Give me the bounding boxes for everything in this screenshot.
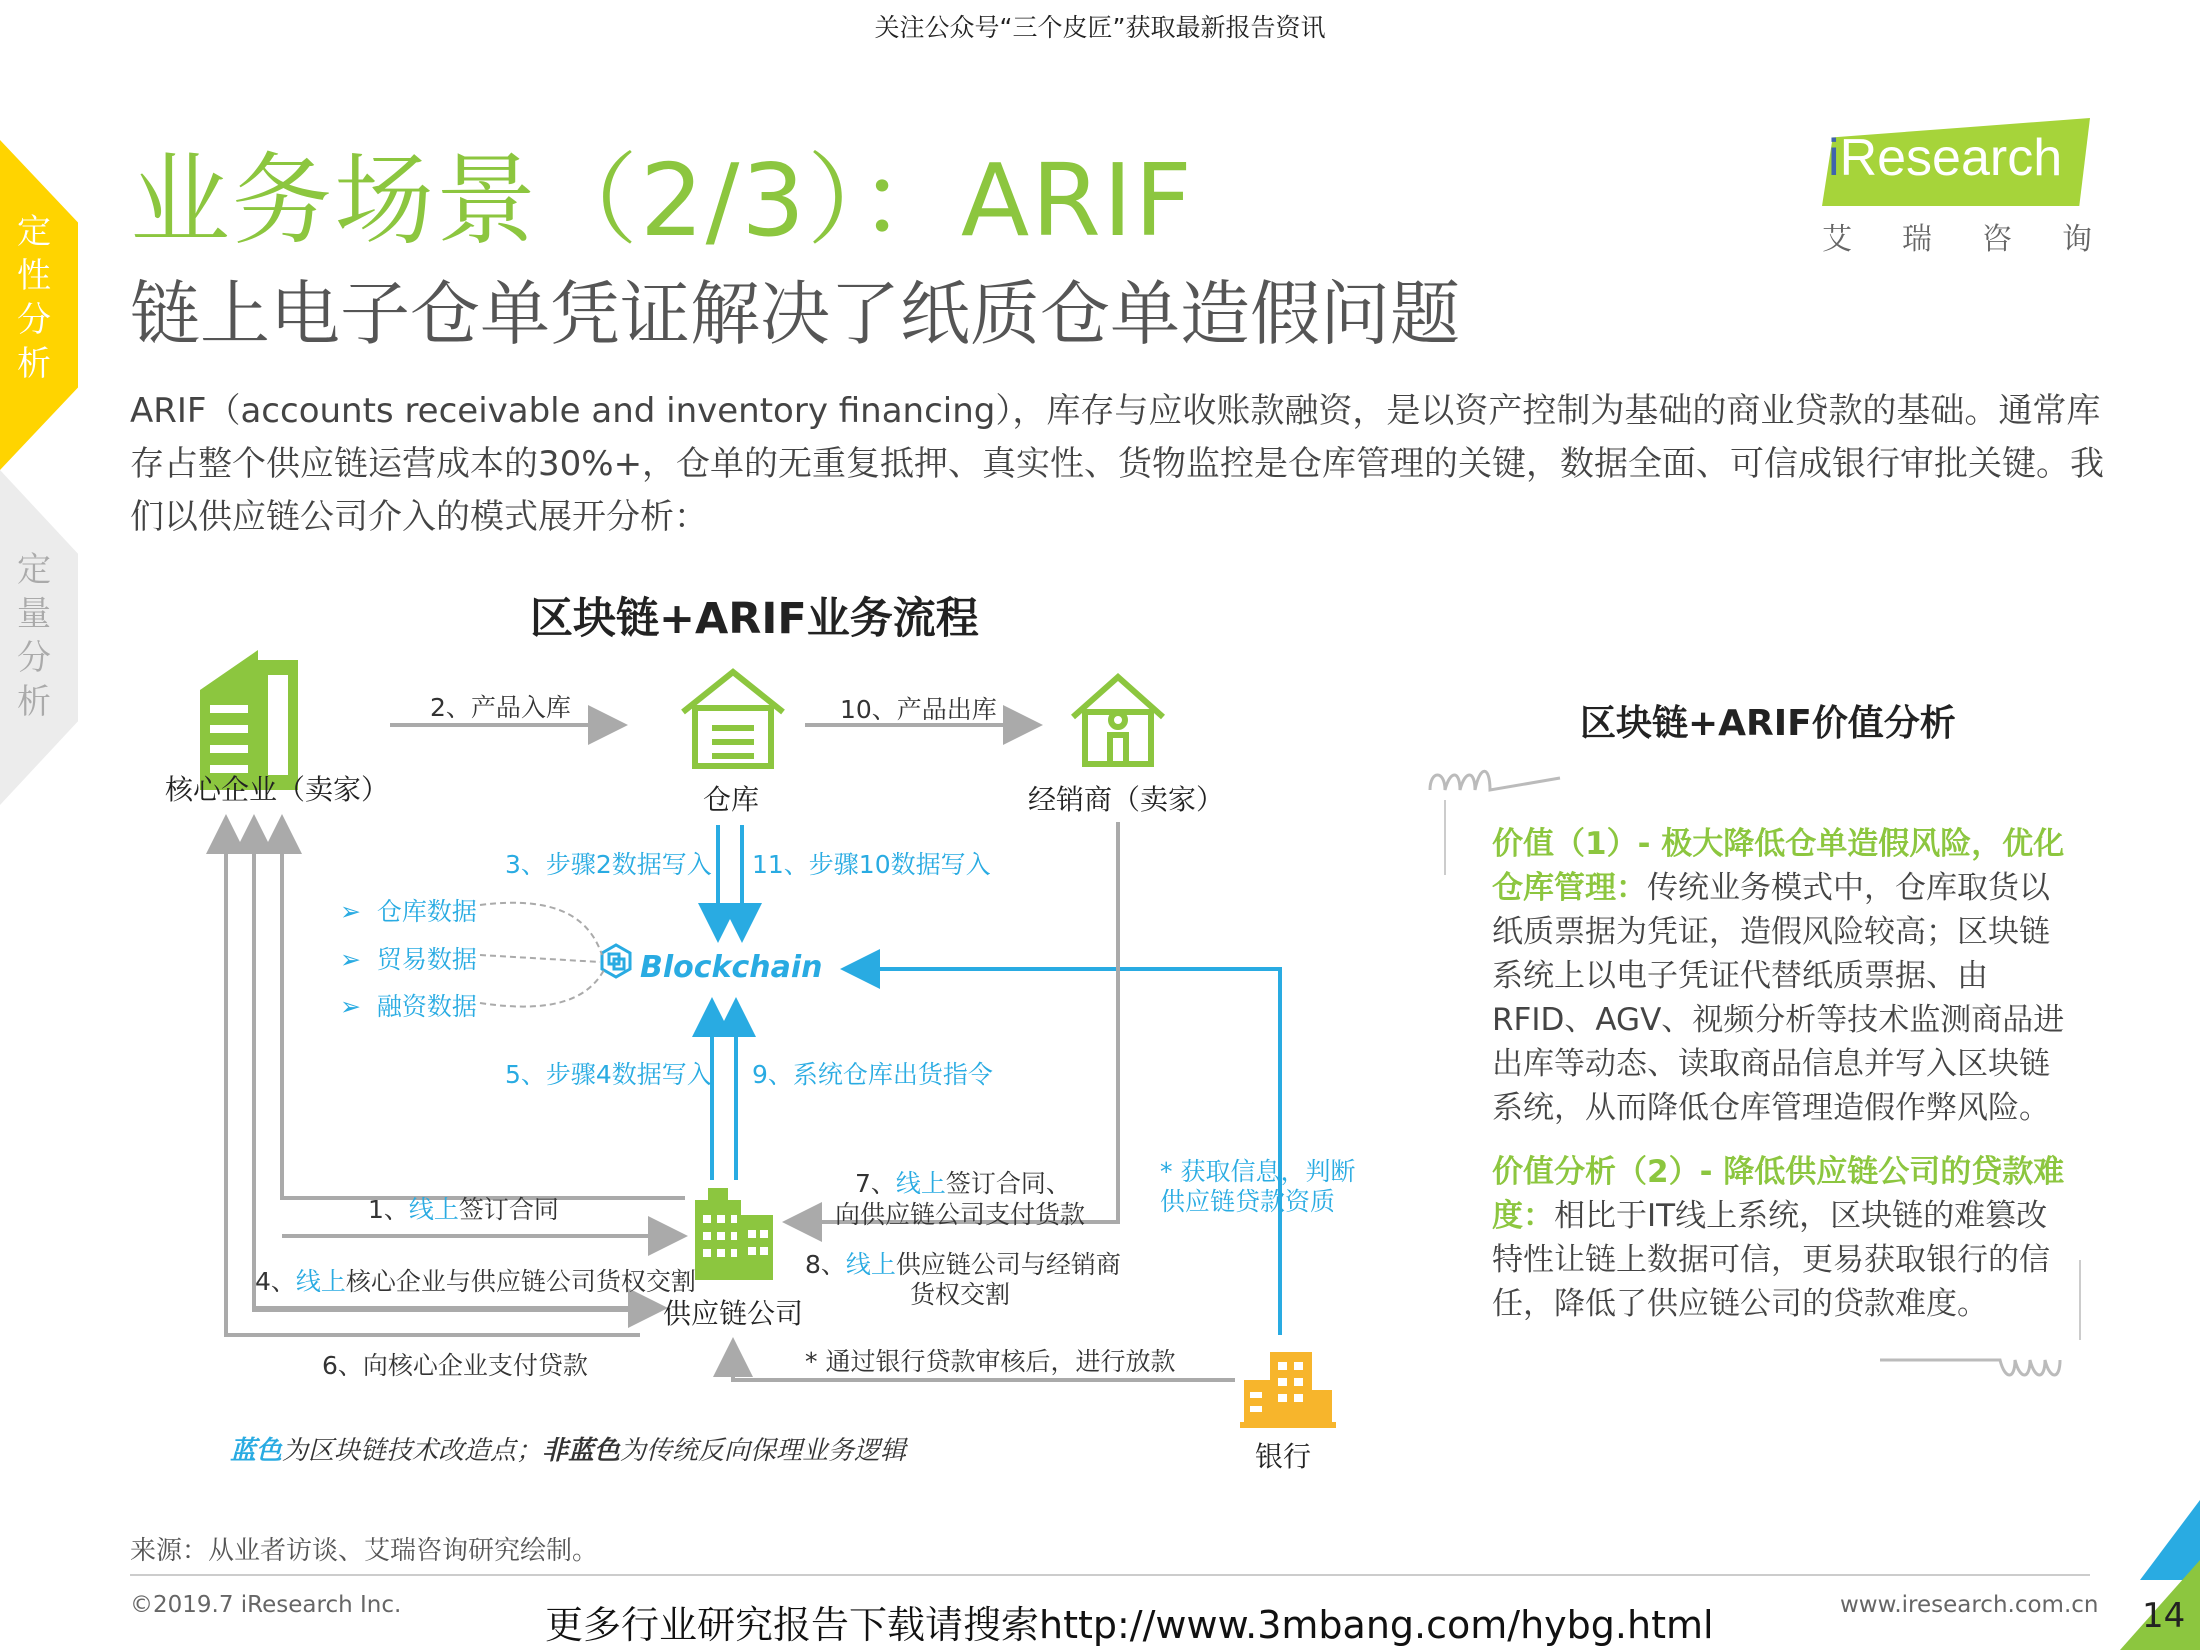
step-5-label: 5、步骤4数据写入 [505,1060,712,1089]
step-10-label: 10、产品出库 [840,695,997,724]
value-item-1: 价值（1）- 极大降低仓单造假风险，优化仓库管理：传统业务模式中，仓库取货以纸质票据为凭证，造假风险较高；区块链系统上以电子凭证代替纸质票据、由RFID、AGV、视频分析等技术监测商品进出库等动态、读取商品信息并写入区块链系统，从而降低仓库管理造假作弊风险。 [1492,826,2065,1126]
data-item-finance: ➢ 融资数据 [340,992,477,1021]
step-8-label-line2: 货权交割 [910,1280,1011,1309]
step-4-label: 4、线上核心企业与供应链公司货权交割 [255,1267,696,1296]
loan-label: * 通过银行贷款审核后，进行放款 [805,1347,1176,1376]
dash-finance-data [480,970,604,1007]
top-notice: 关注公众号“三个皮匠”获取最新报告资讯 [874,13,1326,42]
supply-chain-building-icon [695,1188,773,1280]
step-9-label: 9、系统仓库出货指令 [752,1060,993,1089]
node-supply-chain: 供应链公司 [663,1297,804,1330]
dash-trade-data [480,955,600,962]
data-item-trade: ➢ 贸易数据 [340,945,477,974]
panel-deco-top [1430,771,1560,790]
step-8-label: 8、线上供应链公司与经销商 [805,1250,1121,1279]
step-6-label: 6、向核心企业支付贷款 [322,1351,588,1380]
step-7-label-line2: 向供应链公司支付货款 [835,1200,1086,1229]
value-panel-title: 区块链+ARIF价值分析 [1580,703,1956,744]
panel-deco-bottom [1880,1360,2060,1375]
bank-building-icon [1240,1352,1336,1428]
footer-divider [130,1574,2090,1576]
bank-info-label-2: 供应链贷款资质 [1160,1187,1336,1216]
sidebar-tab-quantitative-label: 定量分析 [17,550,51,722]
step-1-label: 1、线上签订合同 [368,1195,559,1224]
bank-info-label-1: * 获取信息，判断 [1160,1157,1356,1186]
step-3-label: 3、步骤2数据写入 [505,850,712,879]
dash-warehouse-data [480,903,602,955]
iresearch-logo-cn: 艾 瑞 咨 询 [1822,222,2092,257]
flow-title: 区块链+ARIF业务流程 [530,594,979,644]
node-dealer: 经销商（卖家） [1028,783,1225,816]
step-11-label: 11、步骤10数据写入 [752,850,991,879]
blockchain-hex-icon [602,945,630,977]
site-url[interactable]: www.iresearch.com.cn [1840,1592,2099,1618]
source-note: 来源：从业者访谈、艾瑞咨询研究绘制。 [130,1536,599,1566]
intro-paragraph: ARIF（accounts receivable and inventory financing），库存与应收账款融资，是以资产控制为基础的商业贷款的基础。通常库存占整个供应链运营成本的30%+，仓单的无重复抵押、真实性、货物监控是仓库管理的关键，数据全面、可信成银行审批关键。我们以供应链公司介入的模式展开分析： [130,391,2105,537]
node-warehouse: 仓库 [703,783,760,816]
sidebar-tab-qualitative-label: 定性分析 [17,212,51,384]
page-title: 业务场景（2/3）：ARIF [130,142,1194,259]
iresearch-logo-text: iResearch [1828,129,2063,187]
page-number: 14 [2142,1596,2186,1636]
warehouse-icon [683,672,783,766]
step-2-label: 2、产品入库 [430,693,571,722]
node-blockchain: Blockchain [640,950,823,985]
node-core-enterprise: 核心企业（卖家） [165,773,390,806]
flow-legend: 蓝色为区块链技术改造点；非蓝色为传统反向保理业务逻辑 [230,1436,907,1466]
arrow-step7 [790,822,1118,1222]
dealer-house-icon [1073,677,1163,764]
node-bank: 银行 [1255,1440,1312,1473]
step-7-label: 7、线上签订合同、 [855,1169,1071,1198]
data-item-warehouse: ➢ 仓库数据 [340,897,477,926]
page-subtitle: 链上电子仓单凭证解决了纸质仓单造假问题 [130,273,1460,355]
download-link[interactable]: 更多行业研究报告下载请搜索http://www.3mbang.com/hybg.html [545,1603,1714,1647]
copyright: ©2019.7 iResearch Inc. [130,1592,402,1618]
value-item-2: 价值分析（2）- 降低供应链公司的贷款难度：相比于IT线上系统，区块链的难篡改特性让链上数据可信，更易获取银行的信任，降低了供应链公司的贷款难度。 [1492,1154,2065,1322]
